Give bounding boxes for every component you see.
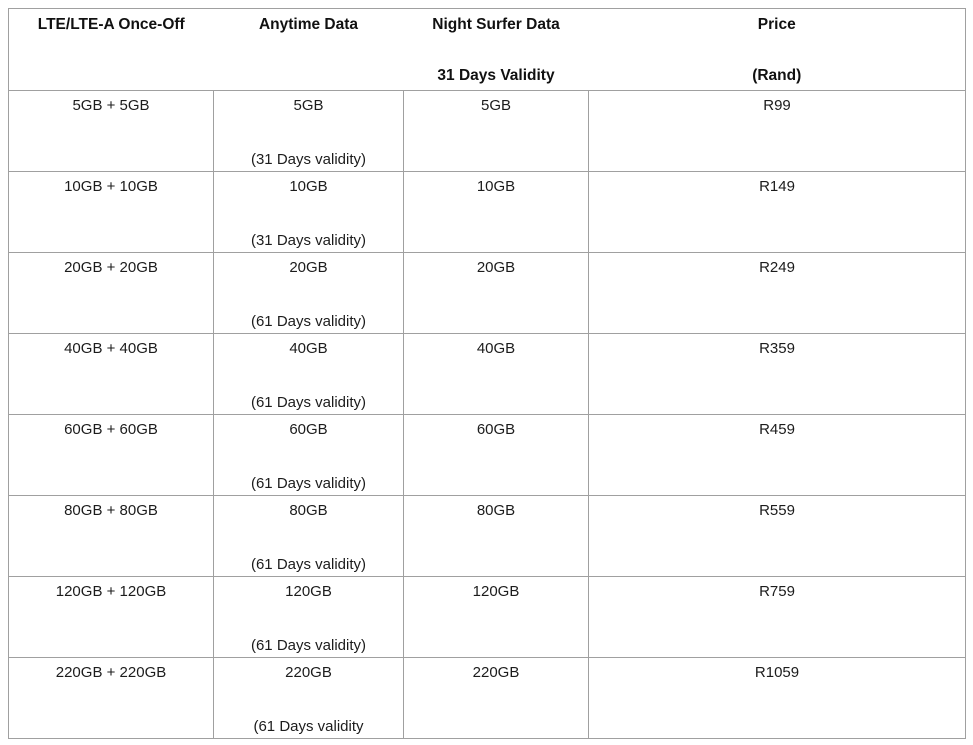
- cell-price: [589, 253, 966, 334]
- table-row: [9, 577, 966, 658]
- cell-night-surfer: [404, 172, 589, 253]
- anytime-validity: (61 Days validity): [250, 313, 367, 330]
- anytime-validity: (31 Days validity): [250, 151, 367, 168]
- anytime-validity: (61 Days validity): [250, 637, 367, 654]
- price-value: R149: [759, 178, 795, 195]
- cell-once-off: [9, 496, 214, 577]
- anytime-validity: (31 Days validity): [250, 232, 367, 249]
- once-off-value: 80GB + 80GB: [64, 502, 158, 519]
- anytime-validity: (61 Days validity): [250, 475, 367, 492]
- table-row: [9, 415, 966, 496]
- cell-price: [589, 415, 966, 496]
- anytime-value: 40GB: [289, 340, 328, 357]
- cell-once-off: [9, 334, 214, 415]
- once-off-value: 20GB + 20GB: [64, 259, 158, 276]
- lte-pricing-table: [8, 8, 966, 739]
- header-price-label: Price: [757, 16, 796, 33]
- cell-night-surfer: [404, 658, 589, 739]
- anytime-value: 220GB: [285, 664, 332, 681]
- anytime-value: 10GB: [289, 178, 328, 195]
- price-value: R759: [759, 583, 795, 600]
- anytime-value: 5GB: [293, 97, 324, 114]
- price-value: R249: [759, 259, 795, 276]
- night-surfer-value: 120GB: [472, 583, 520, 600]
- night-surfer-value: 10GB: [476, 178, 516, 195]
- anytime-value: 60GB: [289, 421, 328, 438]
- cell-once-off: [9, 577, 214, 658]
- cell-night-surfer: [404, 334, 589, 415]
- header-anytime-data-label: Anytime Data: [258, 16, 359, 33]
- anytime-value: 20GB: [289, 259, 328, 276]
- once-off-value: 120GB + 120GB: [55, 583, 167, 600]
- once-off-value: 220GB + 220GB: [55, 664, 167, 681]
- table-row: [9, 172, 966, 253]
- header-night-surfer-data: [404, 9, 589, 91]
- night-surfer-value: 60GB: [476, 421, 516, 438]
- cell-once-off: [9, 91, 214, 172]
- price-value: R559: [759, 502, 795, 519]
- night-surfer-value: 40GB: [476, 340, 516, 357]
- cell-once-off: [9, 658, 214, 739]
- cell-once-off: [9, 253, 214, 334]
- cell-anytime: [214, 658, 404, 739]
- anytime-value: 120GB: [285, 583, 332, 600]
- cell-anytime: [214, 91, 404, 172]
- cell-once-off: [9, 172, 214, 253]
- anytime-value: 80GB: [289, 502, 328, 519]
- price-value: R1059: [754, 664, 800, 681]
- table-header-row: [9, 9, 966, 91]
- header-price-currency: (Rand): [752, 67, 802, 84]
- cell-price: [589, 334, 966, 415]
- cell-price: [589, 577, 966, 658]
- cell-anytime: [214, 415, 404, 496]
- cell-night-surfer: [404, 91, 589, 172]
- header-anytime-data: [214, 9, 404, 91]
- cell-anytime: [214, 496, 404, 577]
- table-row: [9, 334, 966, 415]
- header-once-off: [9, 9, 214, 91]
- price-value: R99: [763, 97, 791, 114]
- cell-price: [589, 496, 966, 577]
- cell-price: [589, 91, 966, 172]
- anytime-validity: (61 Days validity): [250, 394, 367, 411]
- cell-once-off: [9, 415, 214, 496]
- night-surfer-value: 20GB: [476, 259, 516, 276]
- header-night-surfer-label: Night Surfer Data: [432, 16, 560, 33]
- header-night-surfer-validity: 31 Days Validity: [437, 67, 555, 84]
- cell-price: [589, 172, 966, 253]
- cell-anytime: [214, 577, 404, 658]
- header-price: [589, 9, 966, 91]
- header-once-off-label: LTE/LTE-A Once-Off: [37, 16, 185, 33]
- price-value: R359: [759, 340, 795, 357]
- cell-price: [589, 658, 966, 739]
- once-off-value: 40GB + 40GB: [64, 340, 158, 357]
- night-surfer-value: 5GB: [480, 97, 511, 114]
- once-off-value: 5GB + 5GB: [72, 97, 150, 114]
- once-off-value: 60GB + 60GB: [64, 421, 158, 438]
- night-surfer-value: 220GB: [472, 664, 520, 681]
- table-row: [9, 496, 966, 577]
- cell-anytime: [214, 172, 404, 253]
- pricing-table-container: [8, 8, 966, 739]
- price-value: R459: [759, 421, 795, 438]
- cell-night-surfer: [404, 415, 589, 496]
- table-row: [9, 658, 966, 739]
- cell-night-surfer: [404, 496, 589, 577]
- once-off-value: 10GB + 10GB: [64, 178, 158, 195]
- table-row: [9, 253, 966, 334]
- cell-night-surfer: [404, 253, 589, 334]
- anytime-validity: (61 Days validity: [253, 718, 364, 735]
- cell-anytime: [214, 253, 404, 334]
- night-surfer-value: 80GB: [476, 502, 516, 519]
- cell-anytime: [214, 334, 404, 415]
- anytime-validity: (61 Days validity): [250, 556, 367, 573]
- table-body: [9, 91, 966, 739]
- cell-night-surfer: [404, 577, 589, 658]
- table-row: [9, 91, 966, 172]
